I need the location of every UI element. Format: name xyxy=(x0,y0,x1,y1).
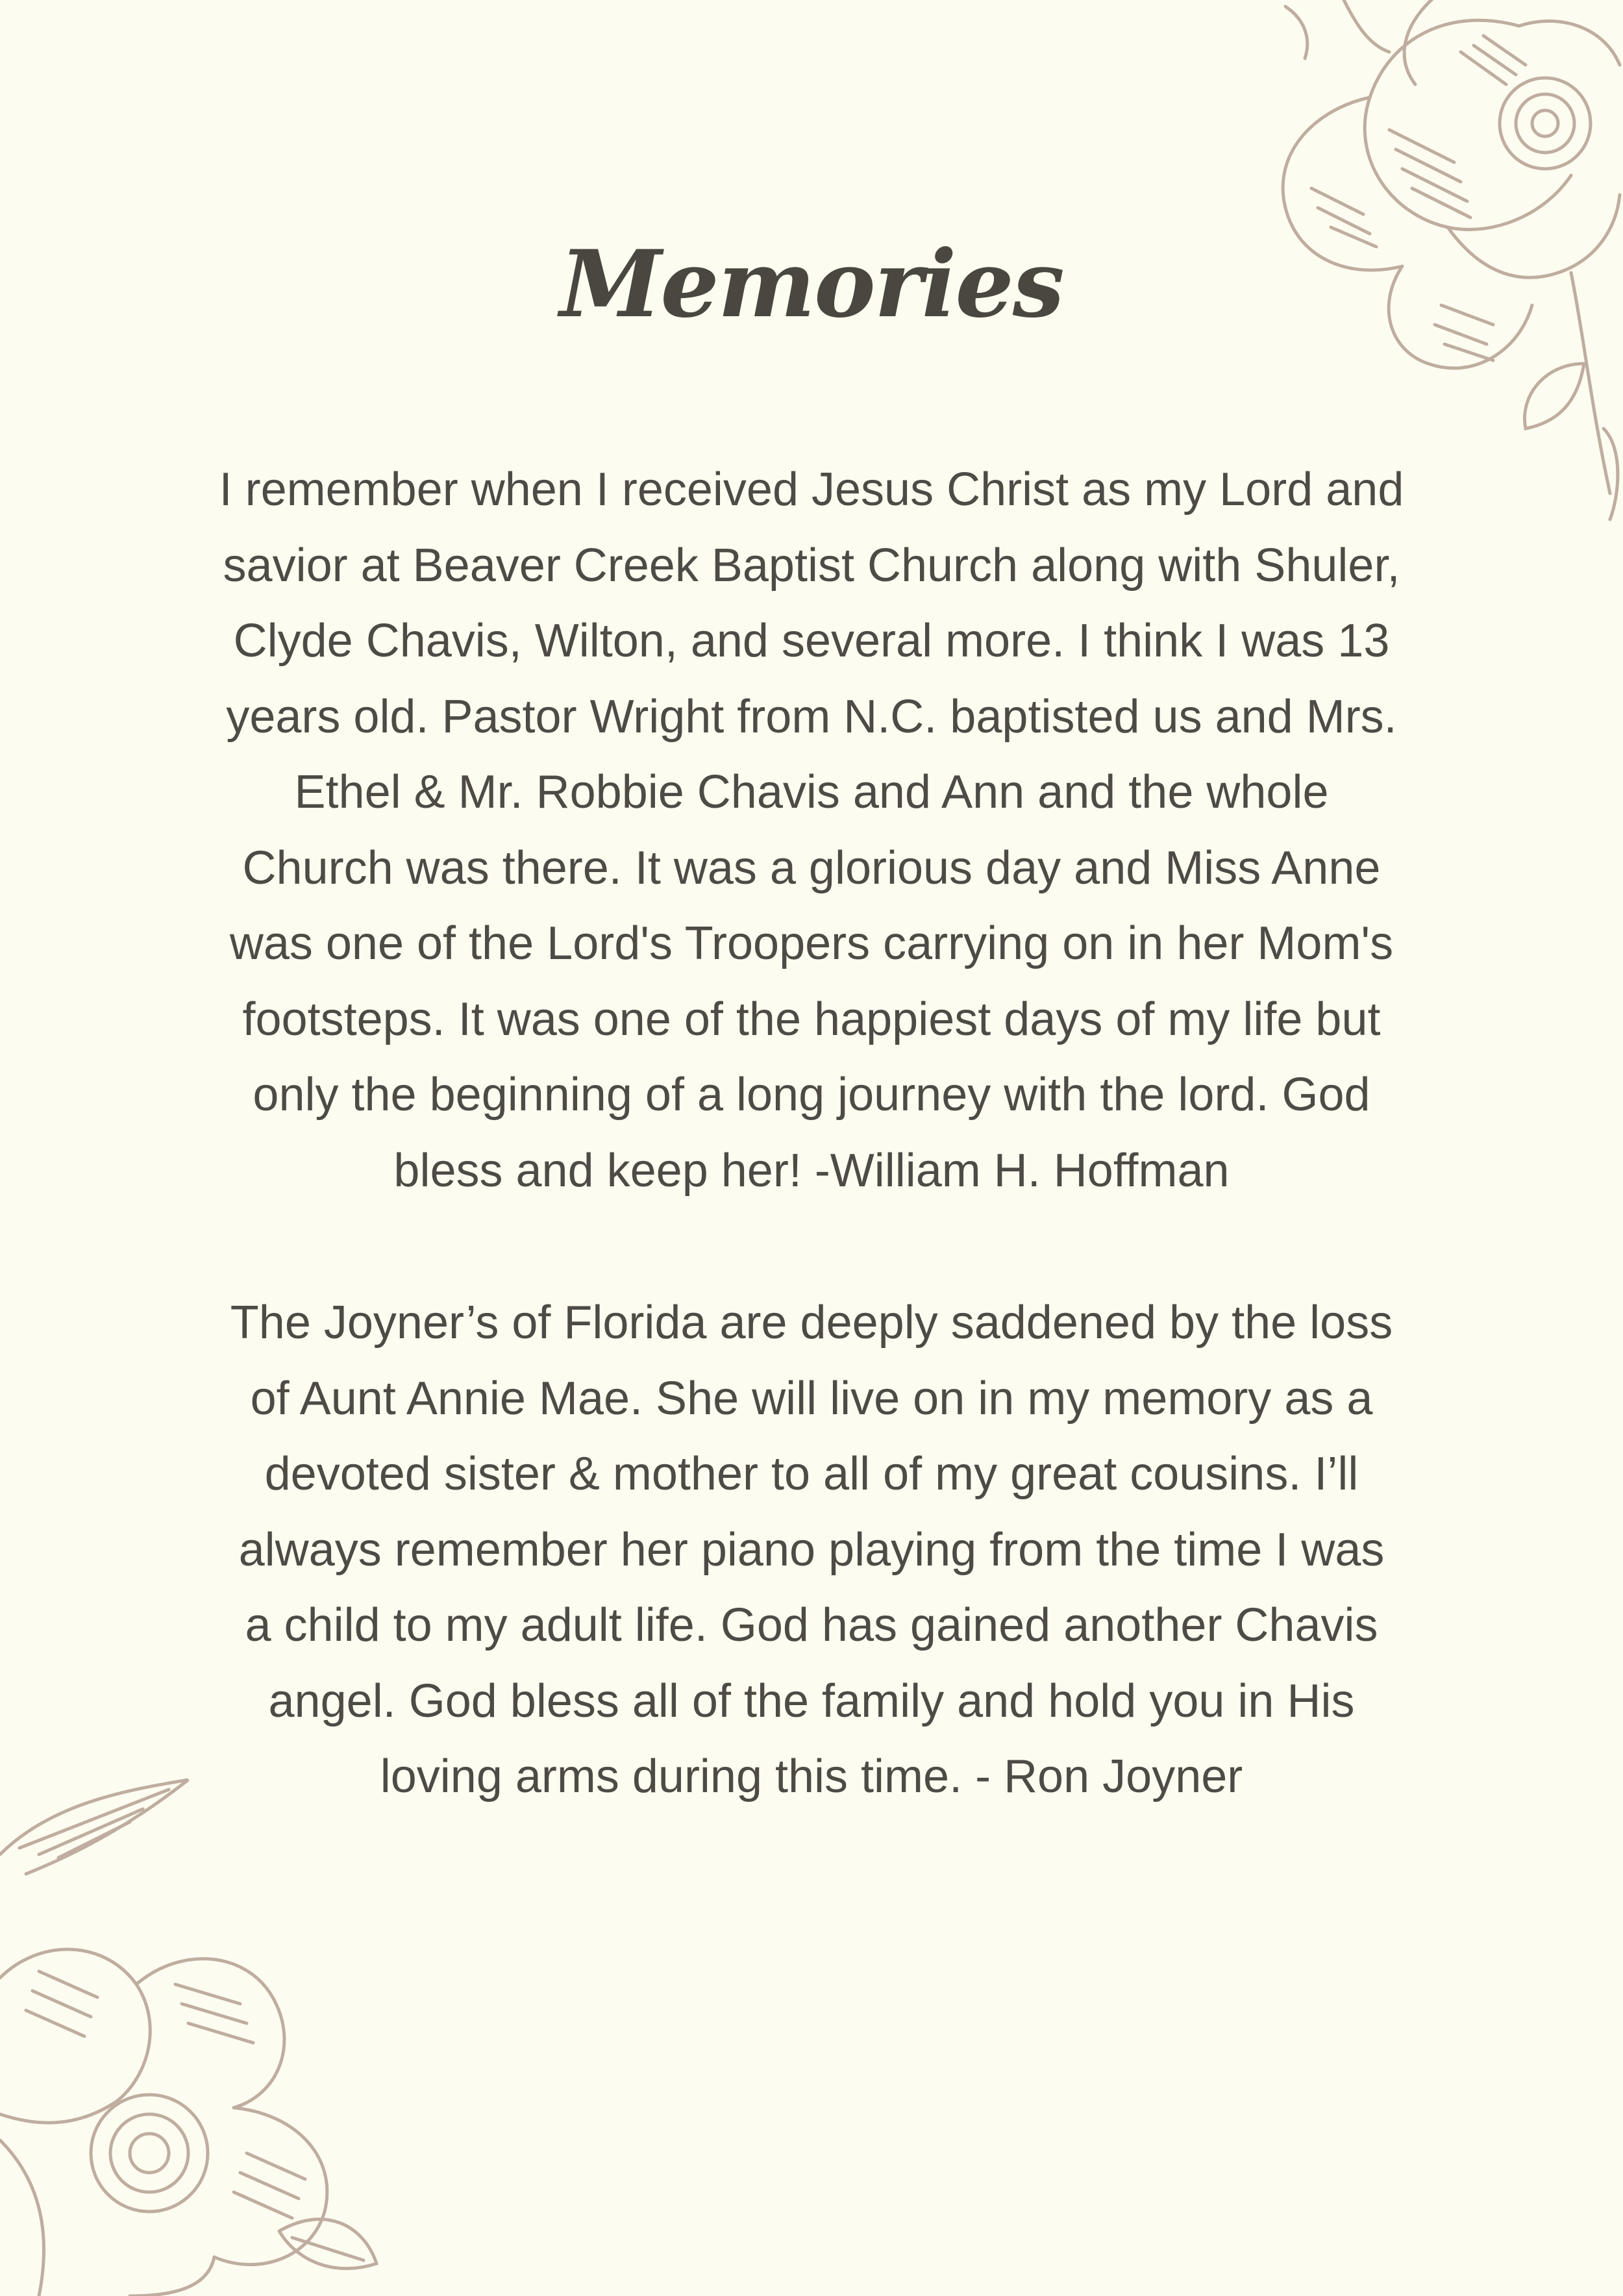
memory-line: I remember when I received Jesus Christ as my Lord and xyxy=(219,464,1404,516)
memory-line: years old. Pastor Wright from N.C. baptisted us and Mrs. xyxy=(226,690,1397,743)
page-title: Memories xyxy=(560,231,1063,338)
memory-line: Ethel & Mr. Robbie Chavis and Ann and the whole xyxy=(294,766,1329,818)
memory-line: loving arms during this time. - Ron Joyner xyxy=(380,1751,1243,1803)
flower-illustration-bottom-left-icon xyxy=(0,1777,467,2296)
memory-paragraph-2 xyxy=(149,1285,1474,1815)
memory-line: footsteps. It was one of the happiest days of my life but xyxy=(242,993,1381,1045)
memory-line: only the beginning of a long journey with the lord. God xyxy=(253,1069,1370,1121)
memory-line: a child to my adult life. God has gained another Chavis xyxy=(245,1599,1378,1651)
memory-line: Clyde Chavis, Wilton, and several more. I think I was 13 xyxy=(233,615,1390,667)
memory-line: devoted sister & mother to all of my great cousins. I’ll xyxy=(264,1448,1359,1500)
memory-line: always remember her piano playing from the time I was xyxy=(238,1523,1385,1576)
memory-line: was one of the Lord's Troopers carrying on in her Mom's xyxy=(229,917,1394,969)
memory-line: The Joyner’s of Florida are deeply saddened by the loss xyxy=(230,1297,1393,1349)
memory-line: angel. God bless all of the family and hold you in His xyxy=(268,1675,1355,1727)
memory-line: bless and keep her! -William H. Hoffman xyxy=(393,1144,1230,1197)
memory-paragraph-1 xyxy=(149,452,1474,1208)
memory-line: of Aunt Annie Mae. She will live on in my memory as a xyxy=(250,1372,1373,1425)
memory-line: Church was there. It was a glorious day and Miss Anne xyxy=(242,842,1381,894)
memory-line: savior at Beaver Creek Baptist Church along with Shuler, xyxy=(223,539,1400,592)
